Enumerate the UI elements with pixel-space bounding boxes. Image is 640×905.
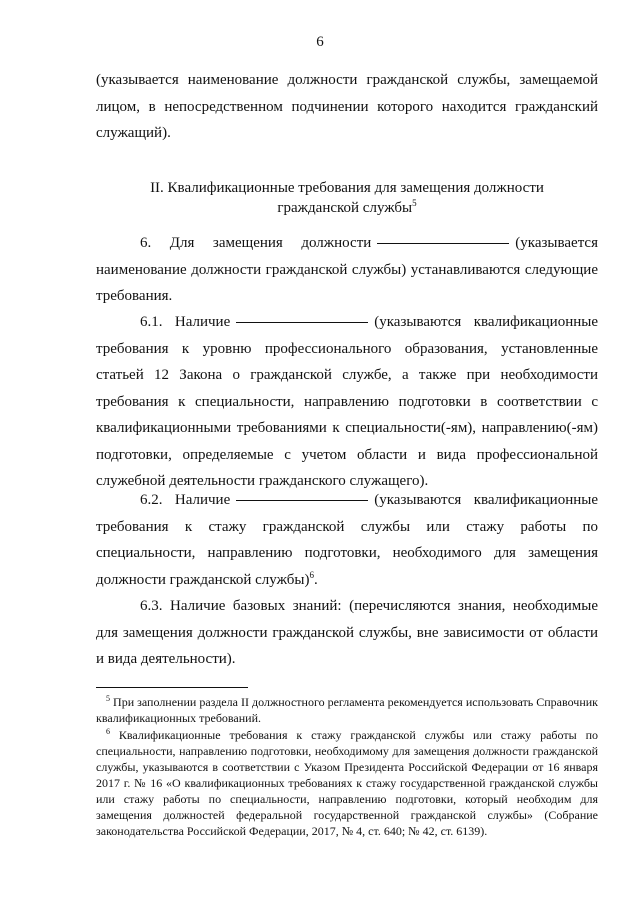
footnote-6 <box>96 727 598 839</box>
blank-field-experience <box>236 499 368 501</box>
paragraph-6-2 <box>96 487 598 593</box>
paragraph-6-1 <box>96 309 598 495</box>
blank-field-position <box>377 242 509 244</box>
intro-paragraph: (указывается наименование должности гражданской службы, замещаемой лицом, в непосредственном подчинении которого находится гражданский служащий). <box>96 72 598 141</box>
paragraph-6-lead: 6. Для замещения должности <box>140 235 372 251</box>
page-number: 6 <box>316 34 324 50</box>
section-heading-line2: гражданской службы <box>277 200 413 216</box>
footnote-6-mark: 6 <box>106 727 110 736</box>
section-heading-line1: II. Квалификационные требования для замещения должности <box>150 180 544 196</box>
blank-field-education <box>236 321 368 323</box>
paragraph-6 <box>96 230 598 310</box>
paragraph-6-rest: (указывается наименование должности гражданской службы) устанавливаются следующие требования. <box>96 235 598 304</box>
paragraph-6-2-end: . <box>313 571 318 588</box>
paragraph-6-1-rest: (указываются квалификационные требования к уровню профессионального образования, установленные статьей 12 Закона о гражданской службе, а также при необходимости требования к специальности, направлению подготовки в соответствии с квалификационными требованиями к специальности(-ям), направлению(-ям) подготовки, определяемые с учетом области и вида профессиональной служебной деятельности гражданского служащего). <box>96 314 598 489</box>
paragraph-6-2-rest: (указываются квалификационные требования к стажу гражданской службы или стажу работы по специальности, направлению подготовки, необходимого для замещения должности гражданской службы) <box>96 492 598 588</box>
footnote-5-text: При заполнении раздела II должностного регламента рекомендуется использовать Справочник квалификационных требований. <box>96 695 598 725</box>
footnote-ref-6: 6 <box>309 569 314 580</box>
footnote-5-mark: 5 <box>106 694 110 703</box>
footnote-6-text: Квалификационные требования к стажу гражданской службы или стажу работы по специальности, направлению подготовки, необходимому для замещения должности гражданской службы, указываются в соответствии с Указом Президента Российской Федерации от 16 января 2017 г. № 16 «О квалификационных требованиях к стажу государственной гражданской службы или стажу работы по специальности, направлению подготовки, который необходим для замещения должностей федеральной государственной гражданской службы» (Собрание законодательства Российской Федерации, 2017, № 4, ст. 640; № 42, ст. 6139). <box>96 728 598 838</box>
footnote-divider <box>96 687 248 688</box>
paragraph-6-2-lead: 6.2. Наличие <box>140 492 231 508</box>
paragraph-6-3: 6.3. Наличие базовых знаний: (перечисляются знания, необходимые для замещения должности гражданской службы, вне зависимости от области и вида деятельности). <box>96 598 598 667</box>
footnote-ref-5: 5 <box>412 198 417 208</box>
section-heading <box>96 178 598 218</box>
footnote-5 <box>96 694 598 726</box>
paragraph-6-1-lead: 6.1. Наличие <box>140 314 231 330</box>
